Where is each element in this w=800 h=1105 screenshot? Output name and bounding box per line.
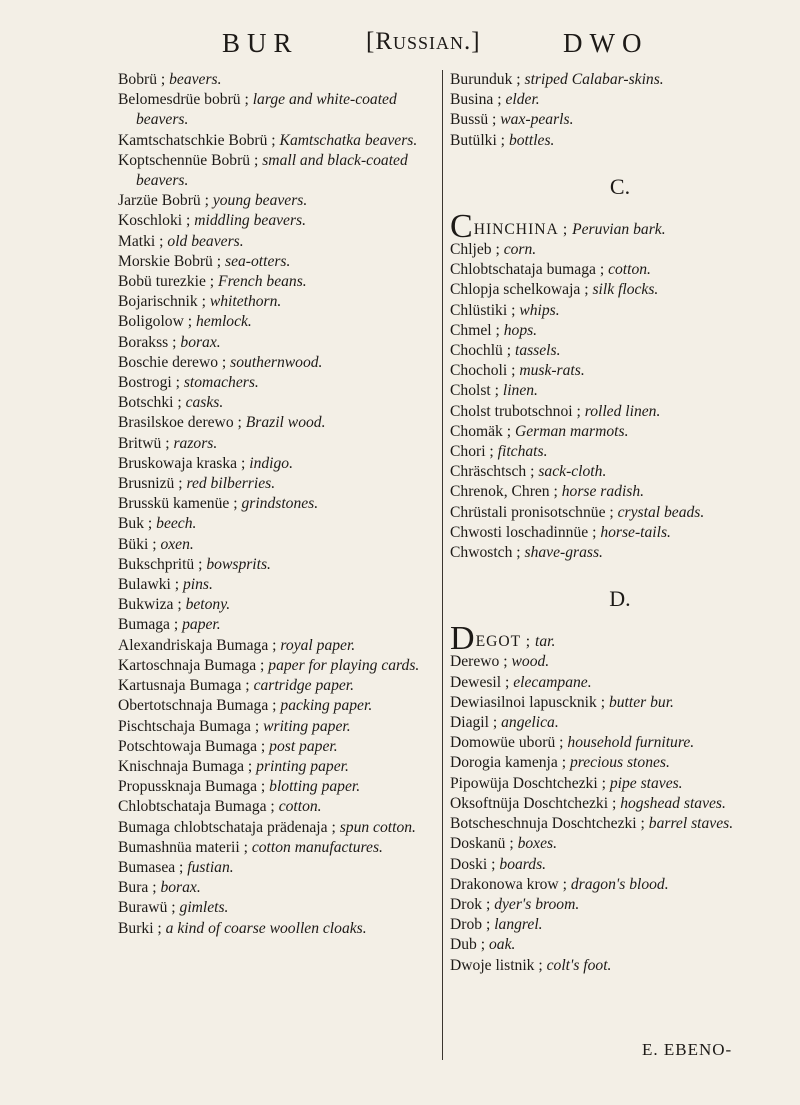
english-translation: boxes.	[517, 835, 557, 853]
section-d-heading: D.	[609, 586, 631, 612]
dictionary-entry	[450, 895, 790, 915]
first-entry-word: EGOT ;	[475, 633, 532, 651]
dictionary-entry	[118, 858, 440, 878]
russian-term: Dewesil ;	[450, 673, 510, 691]
english-translation: angelica.	[501, 714, 559, 732]
russian-term: Cholst ;	[450, 382, 499, 400]
russian-term: Bukwiza ;	[118, 596, 182, 614]
russian-term: Chlobtschataja Bumaga ;	[118, 798, 275, 816]
english-translation: langrel.	[494, 916, 543, 934]
english-translation: writing paper.	[263, 717, 351, 735]
russian-term: Chochlü ;	[450, 342, 512, 360]
russian-term: Koschloki ;	[118, 212, 191, 230]
dictionary-entry	[118, 191, 440, 211]
english-translation: sea-otters.	[225, 252, 291, 270]
russian-term: Botscheschnuja Doschtchezki ;	[450, 815, 645, 833]
english-translation: beavers.	[169, 71, 222, 88]
english-translation: pipe staves.	[609, 774, 683, 792]
dictionary-entry	[450, 301, 790, 321]
russian-term: Bobrü ;	[118, 71, 166, 88]
russian-term: Bruskowaja kraska ;	[118, 454, 246, 472]
english-translation: elder.	[505, 91, 540, 109]
russian-term: Boschie derewo ;	[118, 353, 227, 371]
section-d-first-entry	[450, 620, 790, 658]
russian-term: Kamtschatschkie Bobrü ;	[118, 131, 276, 149]
russian-term: Büki ;	[118, 535, 157, 553]
russian-term: Drakonowa krow ;	[450, 875, 567, 893]
dictionary-entry	[118, 535, 440, 555]
russian-term: Britwü ;	[118, 434, 170, 452]
english-translation: boards.	[499, 855, 547, 873]
dictionary-entry	[118, 333, 440, 353]
english-translation: barrel staves.	[648, 815, 734, 833]
english-translation: crystal beads.	[617, 503, 705, 521]
english-translation: musk-rats.	[519, 362, 585, 380]
english-translation: German marmots.	[514, 422, 629, 440]
english-translation: southernwood.	[230, 353, 323, 371]
dictionary-entry	[118, 595, 440, 615]
dictionary-entry	[118, 151, 440, 191]
section-c-entries	[450, 240, 790, 563]
english-translation: old beavers.	[167, 232, 244, 250]
dictionary-entry	[118, 434, 440, 454]
dictionary-entry	[450, 774, 790, 794]
dictionary-entry	[118, 90, 440, 130]
dictionary-entry	[450, 543, 790, 563]
russian-term: Bobü turezkie ;	[118, 273, 215, 291]
right-top-entries	[450, 70, 790, 151]
english-translation: sack-cloth.	[538, 463, 607, 481]
dictionary-entry	[118, 70, 440, 90]
dictionary-entry	[450, 90, 790, 110]
russian-term: Propussknaja Bumaga ;	[118, 778, 266, 796]
section-c-heading: C.	[609, 173, 631, 199]
russian-term: Derewo ;	[450, 653, 508, 671]
english-translation: elecampane.	[513, 673, 592, 691]
russian-term: Potschtowaja Bumaga ;	[118, 737, 266, 755]
dictionary-entry	[450, 915, 790, 935]
dictionary-entry	[450, 341, 790, 361]
dictionary-entry	[450, 652, 790, 672]
first-entry-word: HINCHINA ;	[473, 220, 569, 238]
dictionary-entry	[118, 696, 440, 716]
russian-term: Chrenok, Chren ;	[450, 483, 558, 501]
dictionary-entry	[450, 673, 790, 693]
dictionary-entry	[450, 713, 790, 733]
russian-term: Chori ;	[450, 443, 494, 461]
russian-term: Chomäk ;	[450, 422, 512, 440]
english-translation: red bilberries.	[186, 475, 276, 493]
english-translation: pins.	[182, 576, 213, 594]
dictionary-entry	[450, 280, 790, 300]
dictionary-entry	[118, 413, 440, 433]
dictionary-entry	[118, 494, 440, 514]
english-translation: colt's foot.	[546, 956, 612, 974]
english-translation: paper for playing cards.	[268, 656, 420, 674]
russian-term: Bulawki ;	[118, 576, 180, 594]
dictionary-entry	[118, 636, 440, 656]
russian-term: Chräschtsch ;	[450, 463, 535, 481]
english-translation: whitethorn.	[209, 293, 282, 311]
dictionary-entry	[118, 393, 440, 413]
russian-term: Brusskü kamenüe ;	[118, 495, 238, 513]
russian-term: Busina ;	[450, 91, 502, 109]
english-translation: precious stones.	[569, 754, 670, 772]
russian-term: Drok ;	[450, 895, 491, 913]
russian-term: Belomesdrüe bobrü ;	[118, 91, 249, 109]
english-translation: butter bur.	[608, 693, 674, 711]
english-translation: hemlock.	[195, 313, 252, 331]
english-translation: young beavers.	[212, 192, 308, 210]
english-translation: household furniture.	[567, 734, 695, 752]
dictionary-entry	[450, 321, 790, 341]
english-translation: stomachers.	[183, 374, 259, 392]
english-translation: borax.	[160, 879, 201, 897]
dictionary-entry	[450, 422, 790, 442]
dictionary-entry	[450, 240, 790, 260]
dictionary-entry	[450, 260, 790, 280]
dictionary-entry	[450, 110, 790, 130]
russian-term: Dewiasilnoi lapuscknik ;	[450, 693, 606, 711]
russian-term: Drob ;	[450, 916, 491, 934]
russian-term: Chlopja schelkowaja ;	[450, 281, 589, 299]
dictionary-entry	[450, 361, 790, 381]
left-column	[118, 70, 440, 939]
english-translation: linen.	[502, 382, 538, 400]
english-translation: silk flocks.	[592, 281, 659, 299]
dictionary-entry	[450, 753, 790, 773]
dictionary-entry	[450, 462, 790, 482]
dictionary-entry	[450, 482, 790, 502]
russian-term: Doskanü ;	[450, 835, 514, 853]
english-translation: a kind of coarse woollen cloaks.	[165, 919, 367, 937]
russian-term: Matki ;	[118, 232, 164, 250]
russian-term: Doski ;	[450, 855, 496, 873]
dictionary-entry	[450, 70, 790, 90]
english-translation: borax.	[180, 333, 221, 351]
english-translation: packing paper.	[280, 697, 373, 715]
russian-term: Bumaga ;	[118, 616, 179, 634]
header-left: BUR	[222, 28, 299, 58]
dictionary-entry	[450, 935, 790, 955]
english-translation: casks.	[185, 394, 224, 412]
dictionary-entry	[450, 131, 790, 151]
russian-term: Bumashnüa materii ;	[118, 838, 248, 856]
dictionary-entry	[118, 131, 440, 151]
russian-term: Boligolow ;	[118, 313, 193, 331]
russian-term: Pischtschaja Bumaga ;	[118, 717, 260, 735]
russian-term: Brasilskoe derewo ;	[118, 414, 242, 432]
russian-term: Dorogia kamenja ;	[450, 754, 567, 772]
english-translation: wax-pearls.	[500, 111, 574, 129]
russian-term: Burawü ;	[118, 899, 176, 917]
dictionary-entry	[450, 402, 790, 422]
english-translation: hogshead staves.	[620, 794, 726, 812]
russian-term: Chljeb ;	[450, 241, 500, 259]
dictionary-entry	[450, 381, 790, 401]
dictionary-entry	[118, 838, 440, 858]
english-translation: corn.	[503, 241, 537, 259]
header-middle: [Russian.]	[366, 28, 481, 55]
english-translation: fitchats.	[497, 443, 548, 461]
russian-term: Jarzüe Bobrü ;	[118, 192, 209, 210]
english-translation: razors.	[173, 434, 218, 452]
english-translation: small and black-coated beavers.	[136, 151, 408, 190]
dictionary-entry	[118, 656, 440, 676]
english-translation: dragon's blood.	[570, 875, 669, 893]
russian-term: Chlobtschataja bumaga ;	[450, 261, 605, 279]
english-translation: middling beavers.	[194, 212, 306, 230]
header-right: DWO	[563, 28, 649, 58]
russian-term: Chmel ;	[450, 321, 500, 339]
russian-term: Chlüstiki ;	[450, 301, 516, 319]
english-translation: Kamtschatka beavers.	[279, 131, 418, 149]
russian-term: Chrüstali pronisotschnüe ;	[450, 503, 614, 521]
russian-term: Chwostch ;	[450, 544, 521, 562]
dictionary-entry	[118, 211, 440, 231]
english-translation: blotting paper.	[269, 778, 361, 796]
dictionary-entry	[118, 797, 440, 817]
english-translation: horse radish.	[561, 483, 645, 501]
russian-term: Bojarischnik ;	[118, 293, 206, 311]
english-translation: beech.	[156, 515, 197, 533]
dictionary-entry	[450, 855, 790, 875]
catchword: E. EBENO-	[642, 1040, 733, 1059]
column-divider	[442, 70, 443, 1060]
english-translation: oak.	[489, 936, 516, 954]
english-translation: grindstones.	[241, 495, 319, 513]
russian-term: Morskie Bobrü ;	[118, 252, 222, 270]
english-translation: French beans.	[218, 273, 307, 291]
english-translation: bowsprits.	[206, 555, 271, 573]
english-translation: large and white-coated beavers.	[136, 91, 397, 129]
dictionary-entry	[118, 272, 440, 292]
english-translation: bottles.	[508, 131, 555, 149]
dictionary-entry	[118, 919, 440, 939]
dictionary-entry	[450, 442, 790, 462]
english-translation: whips.	[519, 301, 560, 319]
english-translation: shave-grass.	[524, 544, 603, 562]
dictionary-entry	[118, 252, 440, 272]
english-translation: tassels.	[514, 342, 561, 360]
russian-term: Oksoftnüja Doschtchezki ;	[450, 794, 617, 812]
first-entry-translation: tar.	[535, 633, 556, 651]
dictionary-entry	[118, 818, 440, 838]
russian-term: Knischnaja Bumaga ;	[118, 757, 253, 775]
dictionary-entry	[118, 737, 440, 757]
dictionary-entry	[118, 898, 440, 918]
russian-term: Brusnizü ;	[118, 475, 183, 493]
english-translation: Brazil wood.	[245, 414, 326, 432]
dictionary-entry	[118, 454, 440, 474]
english-translation: paper.	[182, 616, 221, 634]
russian-term: Pipowüja Doschtchezki ;	[450, 774, 606, 792]
dictionary-entry	[450, 875, 790, 895]
dictionary-entry	[118, 757, 440, 777]
english-translation: wood.	[511, 653, 550, 671]
russian-term: Alexandriskaja Bumaga ;	[118, 636, 277, 654]
right-column	[450, 70, 790, 976]
russian-term: Dub ;	[450, 936, 486, 954]
dictionary-entry	[118, 555, 440, 575]
dictionary-entry	[118, 312, 440, 332]
dictionary-entry	[118, 615, 440, 635]
russian-term: Bumasea ;	[118, 858, 184, 876]
russian-term: Bussü ;	[450, 111, 497, 129]
dictionary-entry	[118, 777, 440, 797]
english-translation: dyer's broom.	[494, 895, 580, 913]
section-d-entries	[450, 652, 790, 975]
section-c-first-entry	[450, 207, 790, 245]
dictionary-entry	[118, 474, 440, 494]
english-translation: cotton manufactures.	[251, 838, 383, 856]
dictionary-entry	[118, 514, 440, 534]
dictionary-entry	[118, 373, 440, 393]
english-translation: oxen.	[160, 535, 194, 553]
first-entry-translation: Peruvian bark.	[572, 220, 666, 238]
english-translation: cotton.	[278, 798, 322, 816]
russian-term: Kartusnaja Bumaga ;	[118, 677, 250, 695]
english-translation: spun cotton.	[339, 818, 416, 836]
drop-initial-c: C	[450, 207, 473, 245]
english-translation: cotton.	[608, 261, 651, 279]
drop-initial-d: D	[450, 620, 475, 658]
english-translation: cartridge paper.	[253, 677, 355, 695]
dictionary-entry	[118, 575, 440, 595]
russian-term: Borakss ;	[118, 333, 177, 351]
russian-term: Bukschpritü ;	[118, 555, 203, 573]
english-translation: printing paper.	[256, 757, 349, 775]
dictionary-entry	[118, 717, 440, 737]
english-translation: hops.	[503, 321, 538, 339]
dictionary-entry	[450, 834, 790, 854]
english-translation: fustian.	[187, 858, 234, 876]
english-translation: indigo.	[249, 454, 293, 472]
english-translation: betony.	[185, 596, 231, 614]
russian-term: Butülki ;	[450, 131, 506, 149]
english-translation: rolled linen.	[584, 402, 661, 420]
dictionary-entry	[118, 676, 440, 696]
russian-term: Chwosti loschadinnüe ;	[450, 523, 597, 541]
english-translation: horse-tails.	[600, 523, 671, 541]
russian-term: Koptschennüe Bobrü ;	[118, 151, 259, 169]
dictionary-entry	[450, 814, 790, 834]
russian-term: Bumaga chlobtschataja prädenaja ;	[118, 818, 336, 836]
english-translation: gimlets.	[179, 899, 229, 917]
russian-term: Burki ;	[118, 919, 162, 937]
russian-term: Obertotschnaja Bumaga ;	[118, 697, 277, 715]
dictionary-entry	[450, 733, 790, 753]
dictionary-entry	[118, 232, 440, 252]
russian-term: Burunduk ;	[450, 71, 521, 88]
english-translation: striped Calabar-skins.	[524, 71, 664, 88]
russian-term: Bostrogi ;	[118, 374, 180, 392]
russian-term: Domowüe uborü ;	[450, 734, 564, 752]
russian-term: Diagil ;	[450, 714, 498, 732]
dictionary-entry	[450, 956, 790, 976]
russian-term: Botschki ;	[118, 394, 182, 412]
dictionary-entry	[450, 794, 790, 814]
english-translation: post paper.	[269, 737, 338, 755]
russian-term: Dwoje listnik ;	[450, 956, 543, 974]
dictionary-entry	[118, 353, 440, 373]
dictionary-entry	[450, 693, 790, 713]
russian-term: Cholst trubotschnoi ;	[450, 402, 581, 420]
russian-term: Buk ;	[118, 515, 153, 533]
dictionary-entry	[118, 878, 440, 898]
running-header	[0, 28, 800, 62]
dictionary-entry	[450, 523, 790, 543]
english-translation: royal paper.	[280, 636, 356, 654]
russian-term: Chocholi ;	[450, 362, 516, 380]
russian-term: Bura ;	[118, 879, 157, 897]
dictionary-entry	[118, 292, 440, 312]
dictionary-entry	[450, 503, 790, 523]
russian-term: Kartoschnaja Bumaga ;	[118, 656, 265, 674]
